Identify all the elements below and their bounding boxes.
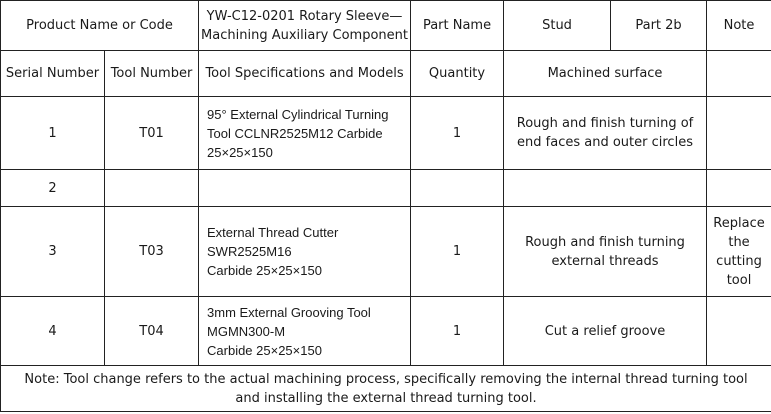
- serial-cell: 1: [1, 97, 105, 170]
- part-number: Part 2b: [611, 1, 707, 51]
- note-cell: [707, 170, 771, 207]
- tool-spec-cell: [199, 170, 411, 207]
- tool-number-cell: T01: [105, 97, 199, 170]
- col-quantity: Quantity: [411, 51, 504, 97]
- table-row: [1, 207, 771, 297]
- footer-note: Note: Tool change refers to the actual machining process, specifically removing the internal thread turning tool and installing the external thread turning tool.: [1, 366, 771, 412]
- serial-cell: 2: [1, 170, 105, 207]
- quantity-cell: 1: [411, 297, 504, 366]
- part-name-value: Stud: [504, 1, 611, 51]
- serial-cell: 4: [1, 297, 105, 366]
- product-label: Product Name or Code: [1, 1, 199, 51]
- table-row: [1, 297, 771, 366]
- note-cell: [707, 297, 771, 366]
- machined-surface-cell: Rough and finish turning of end faces and outer circles: [504, 97, 707, 170]
- serial-cell: 3: [1, 207, 105, 297]
- col-tool-spec: Tool Specifications and Models: [199, 51, 411, 97]
- quantity-cell: 1: [411, 207, 504, 297]
- note-cell: Replace the cutting tool: [707, 207, 771, 297]
- footer-row: [1, 366, 771, 412]
- column-header-row: [1, 51, 771, 97]
- quantity-cell: 1: [411, 97, 504, 170]
- col-serial-number: Serial Number: [1, 51, 105, 97]
- machined-surface-cell: Cut a relief groove: [504, 297, 707, 366]
- table-row: [1, 97, 771, 170]
- col-machined-surface: Machined surface: [504, 51, 707, 97]
- part-name-label: Part Name: [411, 1, 504, 51]
- product-value: YW-C12-0201 Rotary Sleeve— Machining Auxiliary Component: [199, 1, 411, 51]
- note-label: Note: [707, 1, 771, 51]
- tool-spec-cell: External Thread Cutter SWR2525M16 Carbide 25×25×150: [199, 207, 411, 297]
- tool-number-cell: [105, 170, 199, 207]
- machined-surface-cell: [504, 170, 707, 207]
- table-row: [1, 170, 771, 207]
- machined-surface-cell: Rough and finish turning external threads: [504, 207, 707, 297]
- tool-number-cell: T03: [105, 207, 199, 297]
- quantity-cell: [411, 170, 504, 207]
- note-cell: [707, 97, 771, 170]
- col-note-empty: [707, 51, 771, 97]
- col-tool-number: Tool Number: [105, 51, 199, 97]
- header-row: [1, 1, 771, 51]
- tool-spec-cell: 3mm External Grooving Tool MGMN300-M Carbide 25×25×150: [199, 297, 411, 366]
- tool-spec-cell: 95° External Cylindrical Turning Tool CCLNR2525M12 Carbide 25×25×150: [199, 97, 411, 170]
- tool-number-cell: T04: [105, 297, 199, 366]
